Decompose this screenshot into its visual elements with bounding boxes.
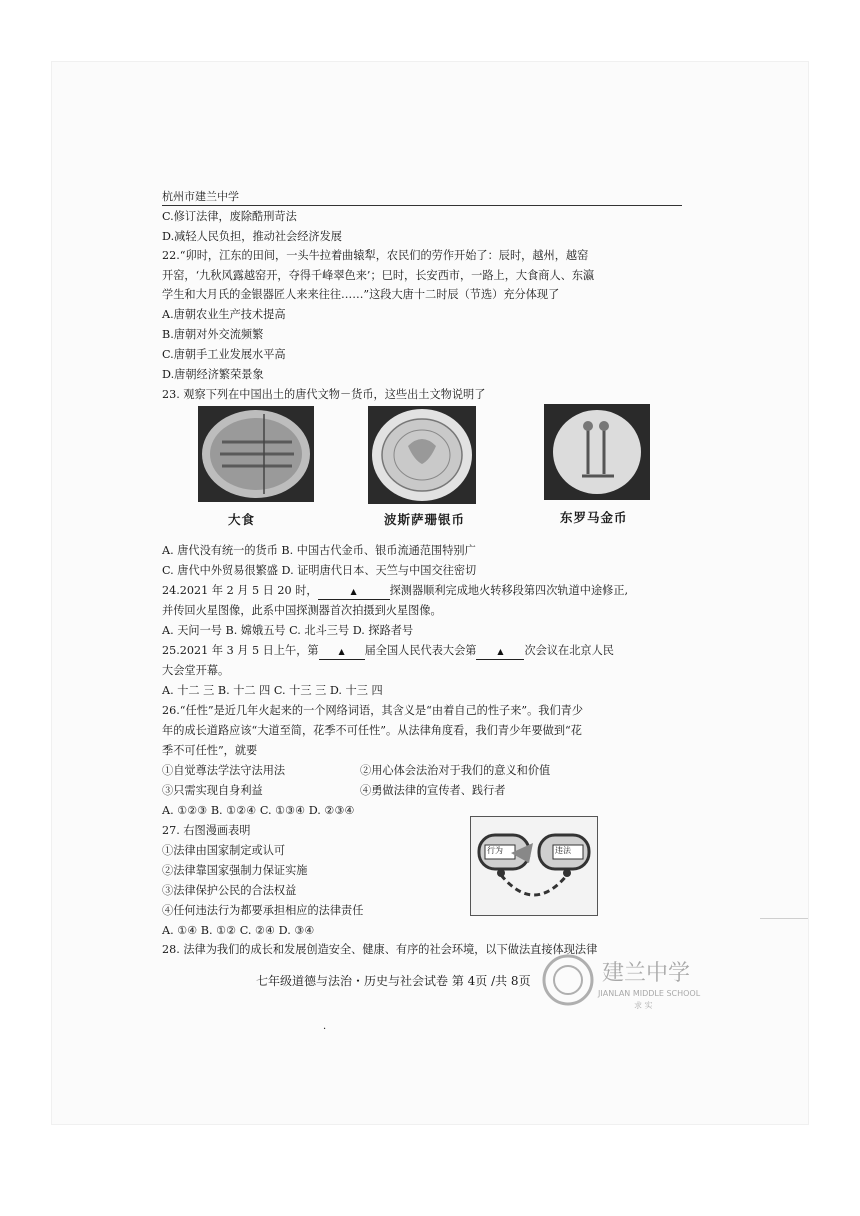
question-24-line2: 并传回火星图像，此系中国探测器首次拍摄到火星图像。 [162,604,442,617]
option-d-22: D.唐朝经济繁荣景象 [162,368,264,381]
item-2-27: ②法律靠国家强制力保证实施 [162,864,308,877]
page-footer: 七年级道德与法治・历史与社会试卷 第 4页 /共 8页 [256,974,531,988]
question-24-end: 探测器顺利完成地火转移段第四次轨道中途修正, [389,584,629,597]
cartoon-left-label: 行为 [487,846,503,855]
option-a-22: A.唐朝农业生产技术提高 [162,308,286,321]
options-27: A. ①④ B. ①② C. ②④ D. ③④ [162,924,315,937]
coin-figures [198,406,658,530]
option-c-21: C.修订法律，废除酷刑苛法 [162,210,297,223]
answer-blank: ▲ [318,585,390,600]
handcuffs-icon [471,817,597,915]
answer-blank: ▲ [319,645,365,660]
school-header: 杭州市建兰中学 [162,190,682,206]
coin-image-persian [368,406,476,504]
question-27: 27. 右图漫画表明 [162,824,251,837]
fold-line [760,918,808,919]
options-26: A. ①②③ B. ①②④ C. ①③④ D. ②③④ [162,804,355,817]
coin-image-byzantine [544,404,650,500]
option-b-22: B.唐朝对外交流频繁 [162,328,264,341]
coin-caption-persian: 波斯萨珊银币 [384,512,466,527]
watermark-name: 建兰中学 [602,961,691,986]
question-23: 23. 观察下列在中国出土的唐代文物－货币，这些出土文物说明了 [162,388,486,401]
options-24: A. 天问一号 B. 嫦娥五号 C. 北斗三号 D. 探路者号 [162,624,414,637]
question-22-line1: 22.“卯时，江东的田间，一头牛拉着曲辕犁，农民们的劳作开始了：辰时，越州，越窑 [162,249,589,262]
answer-blank: ▲ [476,645,524,660]
question-25-end: 次会议在北京人民 [524,644,614,657]
coin-image-dashi [198,406,314,502]
option-d-21: D.减轻人民负担，推动社会经济发展 [162,230,342,243]
question-25-line1 [162,644,614,660]
watermark-english: JIANLAN MIDDLE SCHOOL [598,989,701,998]
question-22-line2: 开窑，‘九秋风露越窑开，夺得千峰翠色来’；巳时，长安西市，一路上，大食商人、东瀛 [162,269,595,282]
school-watermark [540,950,720,1010]
options-23-cd: C. 唐代中外贸易很繁盛 D. 证明唐代日本、天竺与中国交往密切 [162,564,477,577]
item-3-27: ③法律保护公民的合法权益 [162,884,297,897]
item-3-26: ③只需实现自身利益 [162,784,263,797]
question-25-start: 25.2021 年 3 月 5 日上午，第 [162,644,319,657]
item-1-26: ①自觉尊法学法守法用法 [162,764,286,777]
options-23-ab: A. 唐代没有统一的货币 B. 中国古代金币、银币流通范围特别广 [162,544,476,557]
cartoon-right-label: 违法 [555,846,571,855]
question-24-start: 24.2021 年 2 月 5 日 20 时， [162,584,318,597]
question-22-line3: 学生和大月氏的金银器匠人来来往往……”这段大唐十二时辰（节选）充分体现了 [162,288,560,301]
handcuffs-cartoon [470,816,598,916]
coin-icon [544,404,650,500]
school-logo-icon [540,950,720,1010]
question-25-middle: 届全国人民代表大会第 [364,644,477,657]
watermark-small: 求 实 [634,1001,653,1010]
item-1-27: ①法律由国家制定或认可 [162,844,286,857]
question-26-line2: 年的成长道路应该“大道至简，花季不可任性”。从法律角度看，我们青少年要做到“花 [162,724,582,737]
coin-icon [368,406,476,504]
question-26-line1: 26.“任性”是近几年火起来的一个网络词语，其含义是“由着自己的性子来”。我们青少 [162,704,584,717]
item-2-26: ②用心体会法治对于我们的意义和价值 [360,764,551,777]
question-26-line3: 季不可任性”，就要 [162,744,258,757]
stray-dot: · [323,1024,327,1035]
options-25: A. 十二 三 B. 十二 四 C. 十三 三 D. 十三 四 [162,684,383,697]
item-4-27: ④任何违法行为都要承担相应的法律责任 [162,904,364,917]
option-c-22: C.唐朝手工业发展水平高 [162,348,286,361]
coin-caption-dashi: 大食 [228,512,256,527]
coin-caption-byzantine: 东罗马金币 [560,510,628,525]
question-28: 28. 法律为我们的成长和发展创造安全、健康、有序的社会环境，以下做法直接体现法律 [162,943,598,956]
question-25-line2: 大会堂开幕。 [162,664,230,677]
question-24-line1 [162,584,628,600]
coin-icon [198,406,314,502]
item-4-26: ④勇做法律的宣传者、践行者 [360,784,506,797]
